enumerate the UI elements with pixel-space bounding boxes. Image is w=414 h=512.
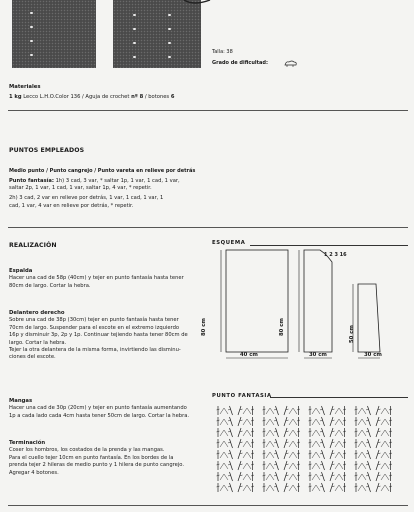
stitches-list: Medio punto / Punto cangrejo / Punto vareta en relieve por detrás: [9, 168, 196, 174]
stitch-symbol: [284, 417, 287, 426]
stitch-symbol: [368, 439, 371, 448]
pattern-title: PUNTO FANTASIA: [212, 393, 272, 399]
stitch-symbol: [238, 472, 241, 481]
stitch-symbol: [376, 472, 379, 481]
sleeve-width: 30 cm: [364, 352, 382, 358]
stitch-symbol: [376, 417, 379, 426]
chain-arcs: [220, 419, 389, 425]
stitch-symbol: [230, 428, 233, 437]
chain-arcs: [220, 441, 389, 447]
sleeve-height: 50 cm: [349, 325, 355, 343]
stitch-symbol: [368, 428, 371, 437]
stitch-symbol: [322, 461, 325, 470]
stitch-symbol: [322, 450, 325, 459]
stitch-symbol: [276, 439, 279, 448]
section-back: Espalda Hacer una cad de 58p (40cm) y tejer en punto fantasía hasta tener 80cm de largo. Cortar la hebra.: [9, 268, 184, 289]
stitch-symbol: [376, 428, 379, 437]
stitch-symbol: [368, 417, 371, 426]
stitch-symbol: [238, 406, 241, 415]
stitch-symbol: [230, 461, 233, 470]
chain-arcs: [220, 452, 389, 458]
chain-arcs: [220, 430, 389, 436]
neck-steps: 1 2 3 16: [324, 252, 347, 258]
schema-diagram: [212, 248, 412, 368]
stitches-title: PUNTOS EMPLEADOS: [9, 147, 85, 154]
stitch-symbol: [330, 428, 333, 437]
chain-arcs: [220, 474, 389, 480]
stitch-symbol: [276, 450, 279, 459]
section-front: Delantero derecho Sobre una cad de 38p (30cm) tejer en punto fantasía hasta tener 70cm de largo. Suspender para el escote en el extremo izquierdo 16p y disminuir 3p, 2p y 1p. Continuar tejiendo hasta tener 80cm de largo. Cortar la hebra. Tejer la otra delantera de la misma forma, invirtiendo las disminu- ciones del escote.: [9, 310, 188, 361]
stitch-symbol: [284, 428, 287, 437]
stitch-symbol: [368, 483, 371, 492]
stitch-symbol: [330, 461, 333, 470]
stitch-symbol: [322, 428, 325, 437]
stitch-symbol: [276, 406, 279, 415]
stitch-symbol: [322, 406, 325, 415]
section-sleeves: Mangas Hacer una cad de 30p (20cm) y tejer en punto fantasía aumentando 1p a cada lado cada 4cm hasta tener 50cm de largo. Cortar la hebra.: [9, 398, 190, 419]
stitch-symbol: [376, 439, 379, 448]
stitch-symbol: [230, 472, 233, 481]
size-label: Talla: 38: [212, 49, 233, 55]
front-width: 30 cm: [309, 352, 327, 358]
stitch-symbol: [230, 417, 233, 426]
stitch-symbol: [276, 417, 279, 426]
chain-arcs: [220, 463, 389, 469]
stitch-symbol: [276, 461, 279, 470]
stitch-symbol: [230, 450, 233, 459]
difficulty-label: Grado de dificultad:: [212, 60, 268, 66]
stitch-symbol: [368, 461, 371, 470]
stitch-symbol: [276, 483, 279, 492]
stitch-symbol: [284, 483, 287, 492]
stitch-symbol: [238, 428, 241, 437]
stitch-symbol: [376, 461, 379, 470]
stitch-symbol: [284, 406, 287, 415]
stitch-symbol: [322, 417, 325, 426]
stitch-symbol: [322, 439, 325, 448]
stitch-symbol: [284, 450, 287, 459]
stitch-symbol: [330, 406, 333, 415]
schema-title: ESQUEMA: [212, 240, 246, 246]
stitch-symbol: [322, 472, 325, 481]
back-height: 80 cm: [201, 318, 207, 336]
section-finishing: Terminación Coser los hombros, los costados de la prenda y las mangas. Para el cuello tejer 10cm en punto fantasía. En los bordes de la prenda tejer 2 hileras de medio punto y 1 hilera de punto cangrejo. Agregar 4 botones.: [9, 440, 185, 476]
stitch-symbol: [330, 472, 333, 481]
stitch-symbol: [284, 472, 287, 481]
stitches-fantasy: Punto fantasía: 1h) 3 cad, 3 var, * saltar 1p, 1 var, 1 cad, 1 var, saltar 2p, 1 var, 1 cad, 1 var, saltar 1p, 4 var, * repetir. 2h) 3 cad, 2 var en relieve por detrás, 1 var, 1 cad, 1 var, 1 cad, 1 var, 4 var en relieve por detrás, * repetir.: [9, 178, 180, 209]
stitch-symbol: [368, 472, 371, 481]
stitch-symbol: [276, 428, 279, 437]
stitch-symbol: [330, 417, 333, 426]
stitch-symbol: [330, 439, 333, 448]
chain-arcs: [220, 408, 389, 414]
stitch-symbol: [238, 450, 241, 459]
stitch-symbol: [230, 406, 233, 415]
pattern-chart: [212, 402, 408, 498]
stitch-symbol: [376, 406, 379, 415]
stitch-symbol: [330, 450, 333, 459]
stitch-symbol: [284, 439, 287, 448]
materials-title: Materiales: [9, 84, 41, 90]
stitch-symbol: [238, 461, 241, 470]
stitch-symbol: [330, 483, 333, 492]
stitch-symbol: [368, 450, 371, 459]
stitch-symbol: [276, 472, 279, 481]
decorative-curve: [180, 0, 220, 12]
chain-arcs: [220, 485, 389, 491]
stitch-symbol: [376, 450, 379, 459]
materials-line: 1 kg Lecco L.H.O.Color 136 / Aguja de crochet nº 8 / botones 6: [9, 94, 175, 100]
back-width: 40 cm: [240, 352, 258, 358]
stitch-symbol: [230, 483, 233, 492]
stitch-symbol: [322, 483, 325, 492]
stitch-symbol: [238, 483, 241, 492]
difficulty-icon: [284, 60, 298, 67]
stitch-symbol: [238, 417, 241, 426]
stitch-symbol: [238, 439, 241, 448]
stitch-symbol: [284, 461, 287, 470]
stitch-symbol: [230, 439, 233, 448]
front-height: 80 cm: [279, 318, 285, 336]
swatch-photo-left: [12, 0, 96, 68]
stitch-symbol: [376, 483, 379, 492]
stitch-symbol: [368, 406, 371, 415]
realization-title: REALIZACIÓN: [9, 242, 57, 249]
